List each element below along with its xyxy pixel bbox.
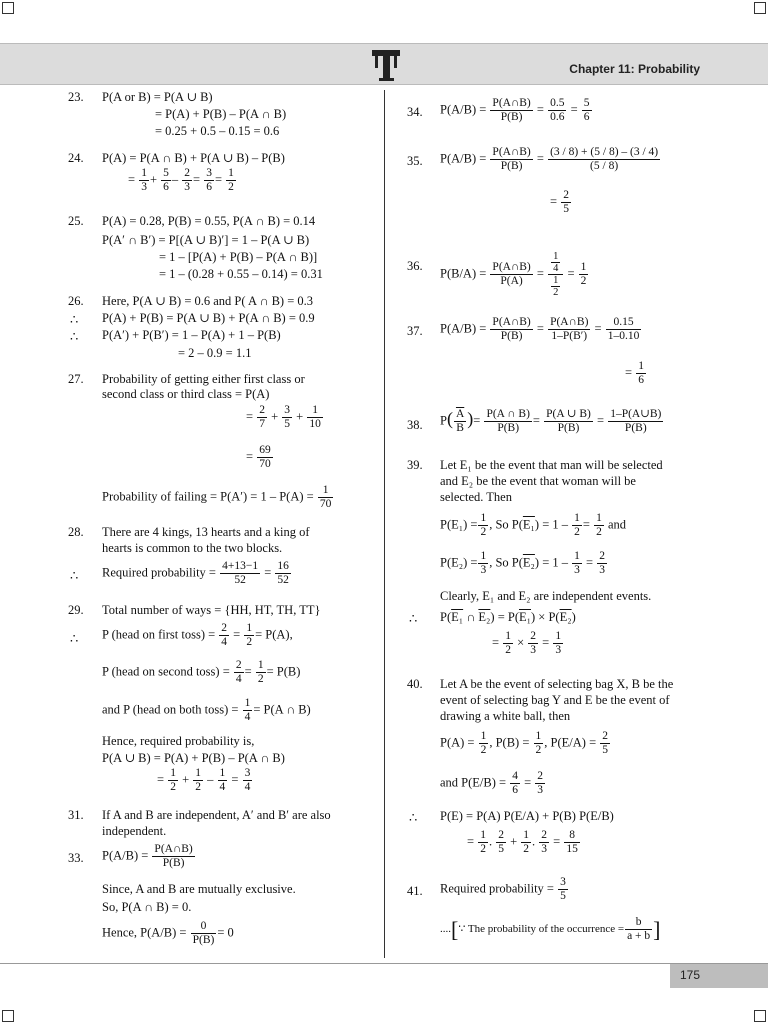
question-number: 29. <box>68 603 84 617</box>
math-fraction-line: = $\frac{1}{6}$ <box>625 360 644 386</box>
crop-mark <box>754 2 766 14</box>
math-line: = 2 – 0.9 = 1.1 <box>178 346 252 360</box>
math-fraction-line: = $\frac{1}{2}$ + $\frac{1}{2}$ – $\frac{1}{4}$ = $\frac{3}{4}$ <box>157 767 251 793</box>
question-number: 23. <box>68 90 84 104</box>
question-number: 36. <box>407 259 423 273</box>
question-number: 41. <box>407 884 423 898</box>
math-fraction-line: P(A/B) = $\frac{P(A\cap B)}{P(B)}$ <box>102 843 193 869</box>
text-line: independent. <box>102 824 167 838</box>
therefore-symbol: ∴ <box>70 329 79 344</box>
math-line: P(A′) + P(B′) = 1 – P(A) + 1 – P(B) <box>102 328 281 342</box>
text-line: Hence, required probability is, <box>102 734 255 748</box>
text-line: If A and B are independent, A′ and B′ are also <box>102 808 331 822</box>
question-number: 33. <box>68 851 84 865</box>
math-line: P(A or B) = P(A ∪ B) <box>102 90 213 104</box>
page-number: 175 <box>680 968 701 982</box>
question-number: 40. <box>407 677 423 691</box>
math-fraction-line: P(B/A) = $\frac{P(A\cap B)}{P(A)}$ = $\frac{\frac{1}{4}}{\frac{1}{2}}$ = $\frac{1}{2}$ <box>440 251 587 298</box>
math-line: Here, P(A ∪ B) = 0.6 and P( A ∩ B) = 0.3 <box>102 294 314 308</box>
text-line: Since, A and B are mutually exclusive. <box>102 882 296 896</box>
math-line: = 0.25 + 0.5 – 0.15 = 0.6 <box>155 124 280 138</box>
text-line: Let E₁ be the event that man will be selected <box>440 458 663 472</box>
therefore-symbol: ∴ <box>70 312 79 327</box>
math-fraction-line: Hence, P(A/B) = $\frac{0}{P(B)}$ = 0 <box>102 920 234 946</box>
math-line: P(A) = P(A ∩ B) + P(A ∪ B) – P(B) <box>102 151 285 165</box>
math-line: Total number of ways = {HH, HT, TH, TT} <box>102 603 321 617</box>
therefore-symbol: ∴ <box>70 631 79 646</box>
question-number: 37. <box>407 324 423 338</box>
math-fraction-line: = $\frac{69}{70}$ <box>246 444 271 470</box>
text-line: second class or third class = P(A) <box>102 387 270 401</box>
footer-rule <box>0 963 768 964</box>
question-number: 35. <box>407 154 423 168</box>
publisher-logo-icon <box>369 46 403 82</box>
math-line: P(E₁ ∩ E₂) = P(E₁) × P(E₂) <box>440 610 576 624</box>
math-line: P(A′ ∩ B′) = P[(A ∪ B)′] = 1 – P(A ∪ B) <box>102 233 310 247</box>
question-number: 39. <box>407 458 423 472</box>
math-fraction-line: = $\frac{2}{7}$ + $\frac{3}{5}$ + $\frac{1}{10}$ <box>246 404 321 430</box>
math-fraction-line: Probability of failing = P(A′) = 1 – P(A) = $\frac{1}{70}$ <box>102 484 332 510</box>
text-line: There are 4 kings, 13 hearts and a king of <box>102 525 310 539</box>
math-fraction-line: = $\frac{2}{5}$ <box>550 189 569 215</box>
math-fraction-line: P(A/B) = $\frac{P(A\cap B)}{P(B)}$ = $\frac{P(A\cap B)}{1-P(B')}$ = $\frac{0.15}{1-0.10}$ <box>440 316 640 342</box>
text-line: selected. Then <box>440 490 512 504</box>
math-fraction-line: ....[∵ The probability of the occurrence = $\frac{b}{a + b}$ ] <box>440 916 661 942</box>
text-line: event of selecting bag Y and E be the event of <box>440 693 670 707</box>
math-line: = 1 – (0.28 + 0.55 – 0.14) = 0.31 <box>159 267 323 281</box>
math-line: P(A) = 0.28, P(B) = 0.55, P(A ∩ B) = 0.14 <box>102 214 316 228</box>
math-line: P(A ∪ B) = P(A) + P(B) – P(A ∩ B) <box>102 751 285 765</box>
crop-mark <box>2 1010 14 1022</box>
column-divider <box>384 90 385 958</box>
therefore-symbol: ∴ <box>70 568 79 583</box>
question-number: 38. <box>407 418 423 432</box>
math-fraction-line: P(A) = $\frac{1}{2}$ , P(B) = $\frac{1}{2}$ , P(E/A) = $\frac{2}{5}$ <box>440 730 608 756</box>
text-line: Let A be the event of selecting bag X, B be the <box>440 677 674 691</box>
therefore-symbol: ∴ <box>409 611 418 626</box>
question-number: 27. <box>68 372 84 386</box>
therefore-symbol: ∴ <box>409 810 418 825</box>
math-fraction-line: = $\frac{1}{3}$ + $\frac{5}{6}$ – $\frac{2}{3}$ = $\frac{3}{6}$ = $\frac{1}{2}$ <box>128 167 234 193</box>
math-fraction-line: = $\frac{1}{2}$ . $\frac{2}{5}$ + $\frac{1}{2}$ . $\frac{2}{3}$ = $\frac{8}{15}$ <box>467 829 578 855</box>
question-number: 26. <box>68 294 84 308</box>
question-number: 28. <box>68 525 84 539</box>
crop-mark <box>754 1010 766 1022</box>
math-fraction-line: Required probability = $\frac{4+13-1}{52}$ = $\frac{16}{52}$ <box>102 560 289 586</box>
crop-mark <box>2 2 14 14</box>
text-line: and E₂ be the event that woman will be <box>440 474 636 488</box>
math-fraction-line: P (head on first toss) = $\frac{2}{4}$ = $\frac{1}{2}$ = P(A), <box>102 622 293 648</box>
math-fraction-line: P(E₁) = $\frac{1}{2}$ , So P(E₁) = 1 – $\frac{1}{2}$ = $\frac{1}{2}$ and <box>440 512 626 538</box>
text-line: Probability of getting either first class or <box>102 372 305 386</box>
math-line: P(A) + P(B) = P(A ∪ B) + P(A ∩ B) = 0.9 <box>102 311 315 325</box>
text-line: Clearly, E₁ and E₂ are independent events. <box>440 589 652 603</box>
text-line: hearts is common to the two blocks. <box>102 541 283 555</box>
math-line: P(E) = P(A) P(E/A) + P(B) P(E/B) <box>440 809 614 823</box>
question-number: 31. <box>68 808 84 822</box>
math-fraction-line: and P (head on both toss) = $\frac{1}{4}$ = P(A ∩ B) <box>102 697 311 723</box>
question-number: 24. <box>68 151 84 165</box>
question-number: 25. <box>68 214 84 228</box>
math-fraction-line: P(A/B) = $\frac{P(A\cap B)}{P(B)}$ = $\frac{(3 / 8) + (5 / 8) - (3 / 4)}{(5 / 8)}$ <box>440 146 659 172</box>
math-line: = P(A) + P(B) – P(A ∩ B) <box>155 107 287 121</box>
math-line: So, P(A ∩ B) = 0. <box>102 900 192 914</box>
chapter-title: Chapter 11: Probability <box>569 62 700 76</box>
math-fraction-line: P(E₂) = $\frac{1}{3}$ , So P(E₂) = 1 – $\frac{1}{3}$ = $\frac{2}{3}$ <box>440 550 605 576</box>
math-fraction-line: Required probability = $\frac{3}{5}$ <box>440 876 566 902</box>
text-line: drawing a white ball, then <box>440 709 571 723</box>
math-fraction-line: and P(E/B) = $\frac{4}{6}$ = $\frac{2}{3}$ <box>440 770 544 796</box>
question-number: 34. <box>407 105 423 119</box>
math-fraction-line: = $\frac{1}{2}$ × $\frac{2}{3}$ = $\frac{1}{3}$ <box>492 630 562 656</box>
math-fraction-line: P(A/B) = $\frac{P(A\cap B)}{P(B)}$ = $\frac{0.5}{0.6}$ = $\frac{5}{6}$ <box>440 97 590 123</box>
math-line: = 1 – [P(A) + P(B) – P(A ∩ B)] <box>159 250 318 264</box>
math-fraction-line: P (head on second toss) = $\frac{2}{4}$ = $\frac{1}{2}$ = P(B) <box>102 659 301 685</box>
math-fraction-line: P( $\frac{\overline{A}}{B}$ )= $\frac{P(A \cap B)}{P(B)}$ = $\frac{P(A \cup B)}{P(B)}$ = $\frac{1-P(A\cup B)}{P(B)}$ <box>440 408 662 434</box>
